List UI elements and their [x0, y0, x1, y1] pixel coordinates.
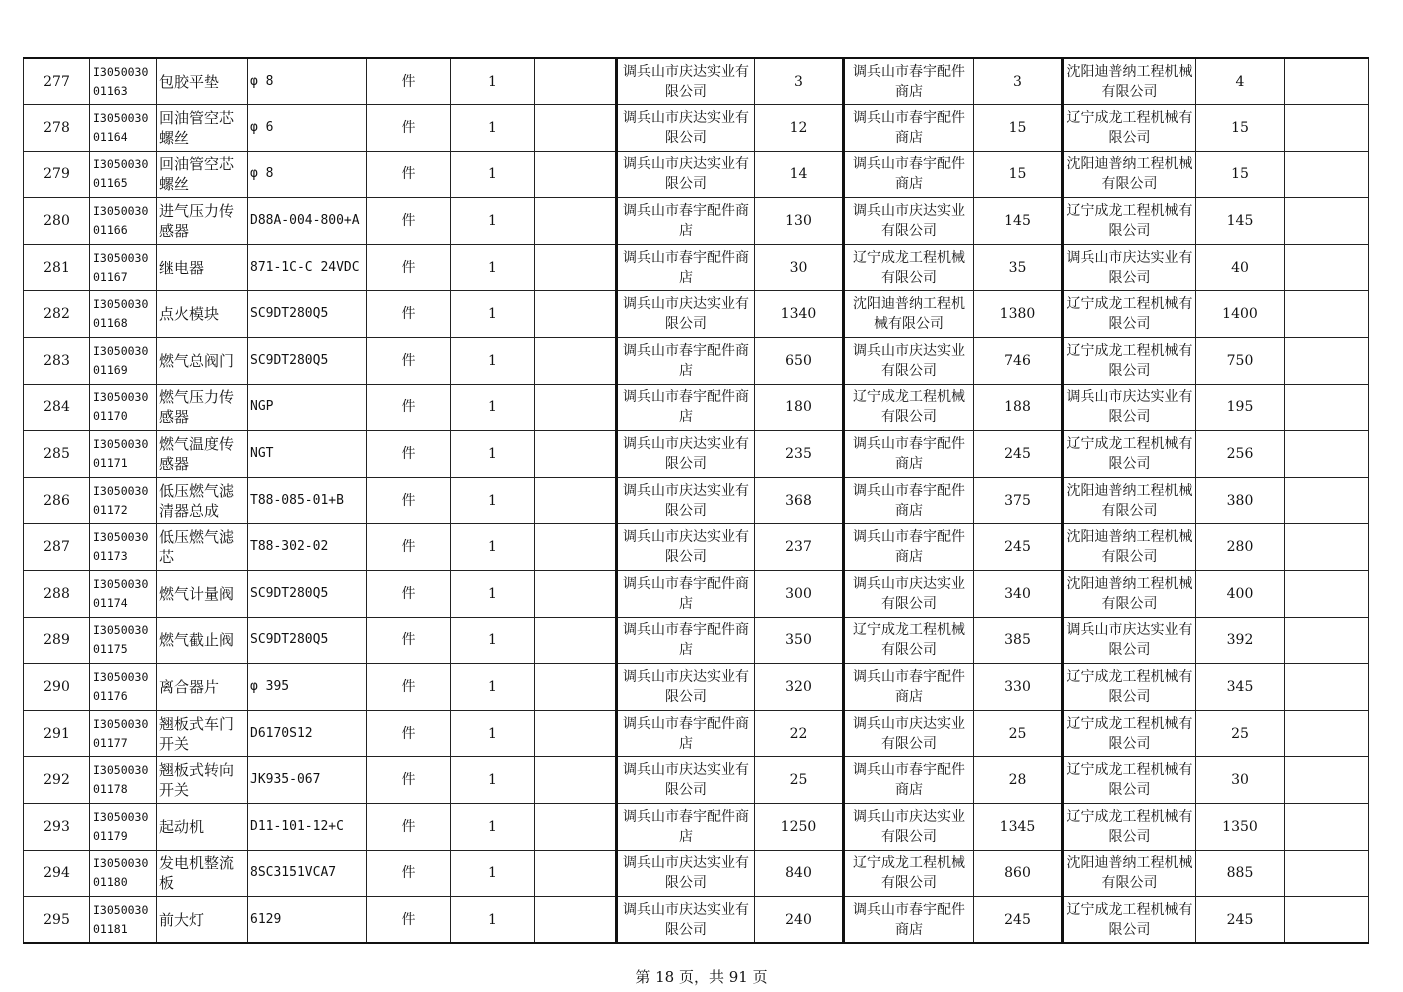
blank-cell — [535, 291, 617, 338]
supplier-3-name: 调兵山市庆达实业有限公司 — [1063, 617, 1196, 664]
item-spec: D11-101-12+C — [248, 804, 367, 851]
supplier-3-name: 辽宁成龙工程机械有限公司 — [1063, 710, 1196, 757]
material-code: I3050030 01180 — [90, 850, 157, 897]
blank-cell — [535, 105, 617, 152]
table-row — [24, 804, 1369, 851]
supplier-1-name: 调兵山市庆达实业有限公司 — [617, 58, 755, 105]
item-quantity: 1 — [451, 897, 535, 944]
blank-cell — [535, 850, 617, 897]
blank-cell — [535, 571, 617, 618]
remark-cell — [1285, 571, 1369, 618]
supplier-1-name: 调兵山市春宇配件商店 — [617, 571, 755, 618]
quotation-table — [23, 57, 1369, 944]
item-quantity: 1 — [451, 524, 535, 571]
material-code: I3050030 01181 — [90, 897, 157, 944]
supplier-1-price: 650 — [755, 338, 844, 385]
supplier-1-name: 调兵山市春宇配件商店 — [617, 244, 755, 291]
material-code: I3050030 01165 — [90, 151, 157, 198]
table-row — [24, 105, 1369, 152]
blank-cell — [535, 58, 617, 105]
supplier-2-price: 330 — [974, 664, 1063, 711]
supplier-2-name: 调兵山市庆达实业有限公司 — [844, 710, 974, 757]
row-number: 287 — [24, 524, 90, 571]
row-number: 291 — [24, 710, 90, 757]
supplier-2-name: 调兵山市春宇配件商店 — [844, 477, 974, 524]
remark-cell — [1285, 384, 1369, 431]
item-spec: SC9DT280Q5 — [248, 291, 367, 338]
row-number: 295 — [24, 897, 90, 944]
table-row — [24, 198, 1369, 245]
supplier-2-name: 调兵山市庆达实业有限公司 — [844, 571, 974, 618]
item-name: 燃气温度传感器 — [157, 431, 248, 478]
supplier-1-name: 调兵山市庆达实业有限公司 — [617, 524, 755, 571]
item-spec: 8SC3151VCA7 — [248, 850, 367, 897]
supplier-3-name: 辽宁成龙工程机械有限公司 — [1063, 757, 1196, 804]
supplier-1-name: 调兵山市庆达实业有限公司 — [617, 291, 755, 338]
supplier-2-name: 调兵山市春宇配件商店 — [844, 664, 974, 711]
item-spec: φ 8 — [248, 151, 367, 198]
item-spec: φ 395 — [248, 664, 367, 711]
supplier-2-price: 860 — [974, 850, 1063, 897]
item-spec: SC9DT280Q5 — [248, 338, 367, 385]
item-name: 发电机整流板 — [157, 850, 248, 897]
row-number: 279 — [24, 151, 90, 198]
item-quantity: 1 — [451, 105, 535, 152]
item-spec: NGT — [248, 431, 367, 478]
row-number: 281 — [24, 244, 90, 291]
table-row — [24, 710, 1369, 757]
material-code: I3050030 01169 — [90, 338, 157, 385]
material-code: I3050030 01167 — [90, 244, 157, 291]
item-name: 低压燃气滤芯 — [157, 524, 248, 571]
table-row — [24, 477, 1369, 524]
supplier-1-price: 3 — [755, 58, 844, 105]
item-spec: φ 6 — [248, 105, 367, 152]
material-code: I3050030 01174 — [90, 571, 157, 618]
supplier-3-name: 沈阳迪普纳工程机械有限公司 — [1063, 151, 1196, 198]
supplier-2-name: 调兵山市庆达实业有限公司 — [844, 804, 974, 851]
blank-cell — [535, 710, 617, 757]
item-unit: 件 — [367, 431, 451, 478]
supplier-1-name: 调兵山市春宇配件商店 — [617, 804, 755, 851]
supplier-3-price: 25 — [1196, 710, 1285, 757]
table-row — [24, 384, 1369, 431]
table-row — [24, 151, 1369, 198]
material-code: I3050030 01170 — [90, 384, 157, 431]
supplier-3-name: 辽宁成龙工程机械有限公司 — [1063, 198, 1196, 245]
supplier-1-price: 22 — [755, 710, 844, 757]
blank-cell — [535, 804, 617, 851]
material-code: I3050030 01166 — [90, 198, 157, 245]
supplier-3-price: 30 — [1196, 757, 1285, 804]
item-quantity: 1 — [451, 477, 535, 524]
supplier-1-price: 30 — [755, 244, 844, 291]
supplier-3-name: 调兵山市庆达实业有限公司 — [1063, 384, 1196, 431]
supplier-1-price: 1340 — [755, 291, 844, 338]
item-spec: D6170S12 — [248, 710, 367, 757]
remark-cell — [1285, 664, 1369, 711]
remark-cell — [1285, 897, 1369, 944]
supplier-3-price: 256 — [1196, 431, 1285, 478]
blank-cell — [535, 897, 617, 944]
remark-cell — [1285, 804, 1369, 851]
supplier-2-name: 调兵山市春宇配件商店 — [844, 524, 974, 571]
item-name: 燃气截止阀 — [157, 617, 248, 664]
remark-cell — [1285, 105, 1369, 152]
row-number: 293 — [24, 804, 90, 851]
supplier-2-name: 辽宁成龙工程机械有限公司 — [844, 384, 974, 431]
supplier-1-price: 130 — [755, 198, 844, 245]
material-code: I3050030 01173 — [90, 524, 157, 571]
item-unit: 件 — [367, 524, 451, 571]
supplier-3-price: 4 — [1196, 58, 1285, 105]
item-name: 起动机 — [157, 804, 248, 851]
supplier-2-price: 15 — [974, 105, 1063, 152]
item-name: 进气压力传感器 — [157, 198, 248, 245]
item-name: 回油管空芯螺丝 — [157, 105, 248, 152]
item-name: 前大灯 — [157, 897, 248, 944]
supplier-3-price: 1400 — [1196, 291, 1285, 338]
table-row — [24, 291, 1369, 338]
supplier-3-price: 15 — [1196, 151, 1285, 198]
item-unit: 件 — [367, 198, 451, 245]
supplier-3-name: 辽宁成龙工程机械有限公司 — [1063, 664, 1196, 711]
remark-cell — [1285, 338, 1369, 385]
item-quantity: 1 — [451, 571, 535, 618]
material-code: I3050030 01164 — [90, 105, 157, 152]
item-quantity: 1 — [451, 338, 535, 385]
item-quantity: 1 — [451, 850, 535, 897]
remark-cell — [1285, 198, 1369, 245]
supplier-2-price: 340 — [974, 571, 1063, 618]
row-number: 292 — [24, 757, 90, 804]
blank-cell — [535, 384, 617, 431]
table-row — [24, 757, 1369, 804]
supplier-3-price: 750 — [1196, 338, 1285, 385]
blank-cell — [535, 617, 617, 664]
blank-cell — [535, 151, 617, 198]
supplier-2-price: 1380 — [974, 291, 1063, 338]
item-name: 包胶平垫 — [157, 58, 248, 105]
remark-cell — [1285, 757, 1369, 804]
material-code: I3050030 01175 — [90, 617, 157, 664]
item-unit: 件 — [367, 617, 451, 664]
item-quantity: 1 — [451, 431, 535, 478]
item-unit: 件 — [367, 151, 451, 198]
supplier-1-price: 840 — [755, 850, 844, 897]
row-number: 282 — [24, 291, 90, 338]
supplier-3-price: 145 — [1196, 198, 1285, 245]
supplier-3-name: 辽宁成龙工程机械有限公司 — [1063, 897, 1196, 944]
row-number: 288 — [24, 571, 90, 618]
row-number: 283 — [24, 338, 90, 385]
supplier-1-name: 调兵山市庆达实业有限公司 — [617, 151, 755, 198]
material-code: I3050030 01179 — [90, 804, 157, 851]
supplier-1-price: 25 — [755, 757, 844, 804]
item-unit: 件 — [367, 664, 451, 711]
item-unit: 件 — [367, 897, 451, 944]
item-name: 继电器 — [157, 244, 248, 291]
remark-cell — [1285, 617, 1369, 664]
supplier-2-name: 调兵山市春宇配件商店 — [844, 58, 974, 105]
item-quantity: 1 — [451, 757, 535, 804]
item-quantity: 1 — [451, 58, 535, 105]
supplier-2-price: 245 — [974, 524, 1063, 571]
supplier-2-price: 375 — [974, 477, 1063, 524]
row-number: 286 — [24, 477, 90, 524]
supplier-2-name: 辽宁成龙工程机械有限公司 — [844, 617, 974, 664]
blank-cell — [535, 338, 617, 385]
item-spec: SC9DT280Q5 — [248, 571, 367, 618]
blank-cell — [535, 757, 617, 804]
supplier-3-name: 辽宁成龙工程机械有限公司 — [1063, 291, 1196, 338]
supplier-1-name: 调兵山市庆达实业有限公司 — [617, 757, 755, 804]
supplier-3-price: 380 — [1196, 477, 1285, 524]
item-unit: 件 — [367, 338, 451, 385]
supplier-2-price: 35 — [974, 244, 1063, 291]
supplier-1-price: 350 — [755, 617, 844, 664]
blank-cell — [535, 431, 617, 478]
supplier-1-price: 235 — [755, 431, 844, 478]
supplier-3-name: 沈阳迪普纳工程机械有限公司 — [1063, 58, 1196, 105]
remark-cell — [1285, 151, 1369, 198]
item-name: 燃气总阀门 — [157, 338, 248, 385]
table-row — [24, 58, 1369, 105]
table-row — [24, 897, 1369, 944]
supplier-3-price: 400 — [1196, 571, 1285, 618]
item-unit: 件 — [367, 804, 451, 851]
item-unit: 件 — [367, 244, 451, 291]
blank-cell — [535, 664, 617, 711]
supplier-1-name: 调兵山市春宇配件商店 — [617, 384, 755, 431]
item-spec: JK935-067 — [248, 757, 367, 804]
item-unit: 件 — [367, 105, 451, 152]
supplier-1-price: 14 — [755, 151, 844, 198]
supplier-3-price: 195 — [1196, 384, 1285, 431]
supplier-3-name: 沈阳迪普纳工程机械有限公司 — [1063, 571, 1196, 618]
supplier-2-price: 15 — [974, 151, 1063, 198]
item-quantity: 1 — [451, 384, 535, 431]
page-footer: 第 18 页，共 91 页 — [635, 968, 768, 986]
remark-cell — [1285, 431, 1369, 478]
row-number: 294 — [24, 850, 90, 897]
supplier-1-price: 1250 — [755, 804, 844, 851]
table-body — [24, 58, 1369, 943]
item-spec: D88A-004-800+A — [248, 198, 367, 245]
supplier-1-price: 240 — [755, 897, 844, 944]
supplier-3-name: 沈阳迪普纳工程机械有限公司 — [1063, 477, 1196, 524]
supplier-3-price: 345 — [1196, 664, 1285, 711]
row-number: 280 — [24, 198, 90, 245]
supplier-3-name: 辽宁成龙工程机械有限公司 — [1063, 431, 1196, 478]
supplier-3-name: 沈阳迪普纳工程机械有限公司 — [1063, 524, 1196, 571]
blank-cell — [535, 198, 617, 245]
supplier-1-name: 调兵山市春宇配件商店 — [617, 338, 755, 385]
table-row — [24, 617, 1369, 664]
row-number: 285 — [24, 431, 90, 478]
supplier-3-name: 辽宁成龙工程机械有限公司 — [1063, 804, 1196, 851]
supplier-1-name: 调兵山市庆达实业有限公司 — [617, 850, 755, 897]
blank-cell — [535, 524, 617, 571]
item-quantity: 1 — [451, 151, 535, 198]
remark-cell — [1285, 710, 1369, 757]
supplier-2-name: 调兵山市春宇配件商店 — [844, 897, 974, 944]
item-quantity: 1 — [451, 244, 535, 291]
supplier-3-price: 1350 — [1196, 804, 1285, 851]
table-row — [24, 431, 1369, 478]
item-spec: T88-302-02 — [248, 524, 367, 571]
table-row — [24, 850, 1369, 897]
supplier-2-name: 调兵山市庆达实业有限公司 — [844, 338, 974, 385]
remark-cell — [1285, 244, 1369, 291]
supplier-2-price: 245 — [974, 431, 1063, 478]
supplier-1-name: 调兵山市春宇配件商店 — [617, 710, 755, 757]
item-name: 燃气压力传感器 — [157, 384, 248, 431]
item-name: 翘板式车门开关 — [157, 710, 248, 757]
supplier-1-name: 调兵山市庆达实业有限公司 — [617, 897, 755, 944]
item-spec: NGP — [248, 384, 367, 431]
supplier-2-price: 188 — [974, 384, 1063, 431]
supplier-2-name: 调兵山市春宇配件商店 — [844, 105, 974, 152]
supplier-1-price: 300 — [755, 571, 844, 618]
item-unit: 件 — [367, 58, 451, 105]
material-code: I3050030 01168 — [90, 291, 157, 338]
supplier-1-name: 调兵山市春宇配件商店 — [617, 198, 755, 245]
table-row — [24, 338, 1369, 385]
supplier-3-price: 40 — [1196, 244, 1285, 291]
item-quantity: 1 — [451, 664, 535, 711]
table-row — [24, 524, 1369, 571]
supplier-2-name: 调兵山市春宇配件商店 — [844, 431, 974, 478]
item-name: 离合器片 — [157, 664, 248, 711]
supplier-1-price: 12 — [755, 105, 844, 152]
supplier-3-name: 辽宁成龙工程机械有限公司 — [1063, 105, 1196, 152]
material-code: I3050030 01172 — [90, 477, 157, 524]
supplier-2-price: 28 — [974, 757, 1063, 804]
supplier-1-price: 320 — [755, 664, 844, 711]
supplier-1-price: 368 — [755, 477, 844, 524]
remark-cell — [1285, 477, 1369, 524]
material-code: I3050030 01171 — [90, 431, 157, 478]
supplier-1-name: 调兵山市庆达实业有限公司 — [617, 431, 755, 478]
item-quantity: 1 — [451, 710, 535, 757]
item-unit: 件 — [367, 384, 451, 431]
row-number: 284 — [24, 384, 90, 431]
supplier-3-price: 280 — [1196, 524, 1285, 571]
item-name: 低压燃气滤清器总成 — [157, 477, 248, 524]
remark-cell — [1285, 58, 1369, 105]
blank-cell — [535, 477, 617, 524]
supplier-3-name: 调兵山市庆达实业有限公司 — [1063, 244, 1196, 291]
item-spec: SC9DT280Q5 — [248, 617, 367, 664]
supplier-2-name: 调兵山市庆达实业有限公司 — [844, 198, 974, 245]
supplier-1-name: 调兵山市春宇配件商店 — [617, 617, 755, 664]
supplier-2-price: 1345 — [974, 804, 1063, 851]
table-row — [24, 664, 1369, 711]
material-code: I3050030 01178 — [90, 757, 157, 804]
item-unit: 件 — [367, 850, 451, 897]
supplier-2-price: 746 — [974, 338, 1063, 385]
item-unit: 件 — [367, 477, 451, 524]
row-number: 290 — [24, 664, 90, 711]
supplier-2-price: 3 — [974, 58, 1063, 105]
supplier-2-name: 沈阳迪普纳工程机械有限公司 — [844, 291, 974, 338]
supplier-2-price: 145 — [974, 198, 1063, 245]
item-quantity: 1 — [451, 617, 535, 664]
supplier-1-name: 调兵山市庆达实业有限公司 — [617, 477, 755, 524]
supplier-3-name: 辽宁成龙工程机械有限公司 — [1063, 338, 1196, 385]
supplier-1-price: 180 — [755, 384, 844, 431]
supplier-2-price: 25 — [974, 710, 1063, 757]
blank-cell — [535, 244, 617, 291]
remark-cell — [1285, 524, 1369, 571]
supplier-3-price: 392 — [1196, 617, 1285, 664]
item-name: 回油管空芯螺丝 — [157, 151, 248, 198]
supplier-3-price: 245 — [1196, 897, 1285, 944]
remark-cell — [1285, 850, 1369, 897]
remark-cell — [1285, 291, 1369, 338]
supplier-2-name: 辽宁成龙工程机械有限公司 — [844, 244, 974, 291]
item-quantity: 1 — [451, 291, 535, 338]
item-quantity: 1 — [451, 804, 535, 851]
item-name: 翘板式转向开关 — [157, 757, 248, 804]
supplier-1-name: 调兵山市庆达实业有限公司 — [617, 664, 755, 711]
supplier-3-price: 885 — [1196, 850, 1285, 897]
item-quantity: 1 — [451, 198, 535, 245]
supplier-1-name: 调兵山市庆达实业有限公司 — [617, 105, 755, 152]
supplier-3-name: 沈阳迪普纳工程机械有限公司 — [1063, 850, 1196, 897]
supplier-2-name: 调兵山市春宇配件商店 — [844, 151, 974, 198]
item-spec: T88-085-01+B — [248, 477, 367, 524]
item-spec: φ 8 — [248, 58, 367, 105]
item-unit: 件 — [367, 710, 451, 757]
item-name: 燃气计量阀 — [157, 571, 248, 618]
table-row — [24, 571, 1369, 618]
item-spec: 871-1C-C 24VDC — [248, 244, 367, 291]
item-unit: 件 — [367, 291, 451, 338]
supplier-2-price: 385 — [974, 617, 1063, 664]
row-number: 277 — [24, 58, 90, 105]
row-number: 289 — [24, 617, 90, 664]
supplier-2-price: 245 — [974, 897, 1063, 944]
supplier-2-name: 辽宁成龙工程机械有限公司 — [844, 850, 974, 897]
supplier-3-price: 15 — [1196, 105, 1285, 152]
item-unit: 件 — [367, 757, 451, 804]
supplier-1-price: 237 — [755, 524, 844, 571]
supplier-2-name: 调兵山市春宇配件商店 — [844, 757, 974, 804]
item-unit: 件 — [367, 571, 451, 618]
item-name: 点火模块 — [157, 291, 248, 338]
row-number: 278 — [24, 105, 90, 152]
material-code: I3050030 01163 — [90, 58, 157, 105]
item-spec: 6129 — [248, 897, 367, 944]
material-code: I3050030 01176 — [90, 664, 157, 711]
material-code: I3050030 01177 — [90, 710, 157, 757]
table-row — [24, 244, 1369, 291]
